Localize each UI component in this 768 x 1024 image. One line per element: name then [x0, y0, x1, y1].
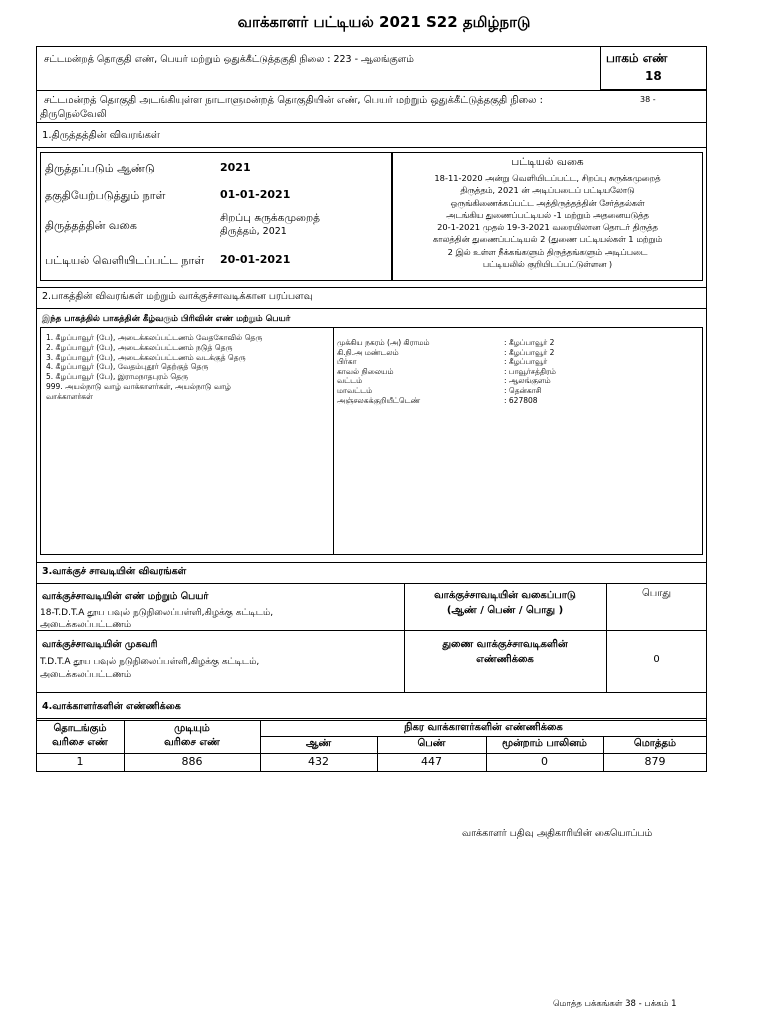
list-type-description — [392, 172, 703, 270]
list-type-line: 20-1-2021 முதல் 19-3-2021 வரையிலான தொடர் திருத்த — [437, 222, 658, 233]
auxiliary-stations-count: 0 — [653, 654, 660, 665]
end-serial-label-2: வரிசை எண் — [164, 737, 220, 748]
third-gender-count: 0 — [541, 755, 548, 768]
location-label: கி.நி.அ மண்டலம் — [337, 347, 399, 357]
location-row — [337, 338, 697, 348]
location-value: : கீழப்பாவூர் 2 — [504, 347, 555, 357]
revision-type-value-2: திருத்தம், 2021 — [220, 226, 287, 237]
part-number-value: 18 — [645, 69, 662, 83]
location-value: : தென்காசி — [504, 385, 542, 395]
publication-date-value: 20-01-2021 — [220, 253, 291, 266]
list-type-line: காலத்தின் துணைப்பட்டியல் 2 (துணை பட்டியல்கள் 1 மற்றும் — [432, 234, 663, 245]
list-type-line: திருத்தம், 2021 ன் அடிப்படைப் பட்டியலோடு — [460, 185, 635, 196]
publication-date-label: பட்டியல் வெளியிடப்பட்ட நாள் — [45, 254, 205, 267]
location-list — [337, 338, 697, 405]
auxiliary-stations-label-2: எண்ணிக்கை — [476, 654, 534, 665]
section-list-item: 4. கீழப்பாவூர் (பே), வேதம்புதூர் தெற்குத் தெரு — [46, 362, 209, 372]
start-serial-label-2: வரிசை எண் — [52, 737, 108, 748]
location-label: மாவட்டம் — [337, 385, 373, 395]
part-number-label: பாகம் எண் — [606, 51, 668, 65]
location-value: : பாவூர்சத்திரம் — [504, 366, 556, 376]
parliament-name: திருநெல்வேலி — [40, 109, 107, 120]
start-serial-value: 1 — [76, 755, 84, 768]
location-label: பிர்கா — [337, 357, 357, 367]
polling-station-address-label: வாக்குச்சாவடியின் முகவரி — [42, 639, 158, 650]
total-label: மொத்தம் — [633, 738, 677, 749]
end-serial-value: 886 — [181, 755, 203, 768]
female-count: 447 — [421, 755, 442, 768]
location-label: வட்டம் — [337, 376, 363, 386]
parliament-number: 38 - — [640, 95, 656, 104]
polling-station-address-line1: T.D.T.A தூய பவுல் நடுநிலைப்பள்ளி,கிழக்கு கட்டிடம், — [40, 657, 260, 667]
polling-station-type-value: பொது — [641, 588, 672, 599]
page-info: மொத்த பக்கங்கள் 38 - பக்கம் 1 — [553, 999, 677, 1009]
parliament-constituency: சட்டமன்றத் தொகுதி அடங்கியுள்ள நாடாளுமன்றத் தொகுதியின் எண், பெயர் மற்றும் ஒதுக்கீட்டுத்தகுதி நிலை : — [44, 95, 543, 106]
section-list-item: 3. கீழப்பாவூர் (பே), அடைக்கலப்பட்டணம் வடக்குத் தெரு — [46, 352, 246, 362]
section-list-item: 999. அயல்நாடு வாழ் வாக்காளர்கள், அயல்நாடு வாழ் — [46, 381, 231, 391]
page-title: வாக்காளர் பட்டியல் 2021 S22 தமிழ்நாடு — [237, 13, 531, 31]
location-value: : கீழப்பாவூர் — [504, 357, 548, 367]
location-row — [337, 396, 697, 406]
section-4-title: 4.வாக்காளர்களின் எண்ணிக்கை — [42, 701, 181, 712]
location-row — [337, 367, 697, 377]
assembly-constituency: சட்டமன்றத் தொகுதி எண், பெயர் மற்றும் ஒதுக்கீட்டுத்தகுதி நிலை : 223 - ஆலங்குளம் — [44, 54, 414, 65]
section-list-item: 5. கீழப்பாவூர் (பே), இராமநாதபுரம் தெரு — [46, 372, 189, 382]
revision-type-value: சிறப்பு சுருக்கமுறைத் — [220, 212, 320, 224]
polling-station-name-label: வாக்குச்சாவடியின் எண் மற்றும் பெயர் — [42, 591, 209, 602]
polling-station-name-line2: அடைக்கலப்பட்டணம் — [40, 620, 132, 630]
list-type-title: பட்டியல் வகை — [511, 156, 584, 168]
section-2-title: 2.பாகத்தின் விவரங்கள் மற்றும் வாக்குச்சாவடிக்கான பரப்பளவு — [42, 291, 313, 302]
polling-station-name-line1: 18-T.D.T.A தூய பவுல் நடுநிலைப்பள்ளி,கிழக்கு கட்டிடம், — [40, 608, 274, 618]
male-label: ஆண் — [305, 738, 332, 749]
location-label: முக்கிய நகரம் (அ) கிராமம் — [337, 338, 430, 347]
net-electors-label: நிகர வாக்காளர்களின் எண்ணிக்கை — [404, 722, 563, 733]
start-serial-label: தொடங்கும் — [53, 723, 107, 734]
revision-type-label: திருத்தத்தின் வகை — [45, 219, 137, 232]
qualifying-date-label: தகுதியேற்படுத்தும் நாள் — [45, 189, 166, 202]
section-list-item: 1. கீழப்பாவூர் (பே), அடைக்கலப்பட்டணம் வேதகோவில் தெரு — [46, 333, 263, 342]
location-row — [337, 357, 697, 367]
location-row — [337, 376, 697, 386]
third-gender-label: மூன்றாம் பாலினம் — [502, 738, 587, 749]
end-serial-label: முடியும் — [174, 723, 210, 734]
polling-station-type-options: (ஆண் / பெண் / பொது ) — [446, 605, 564, 616]
list-type-line: பட்டியலில் குறியிடப்பட்டுள்ளன ) — [482, 259, 613, 270]
list-type-line: 2 இல் உள்ள நீக்கங்களும் திருத்தங்களும் அடிப்படை — [447, 246, 648, 257]
section-list-item: வாக்காளர்கள் — [46, 391, 93, 401]
list-type-line: அடங்கிய துணைப்பட்டியல் -1 மற்றும் அதனையடுத்த — [446, 209, 649, 220]
section-list-item: 2. கீழப்பாவூர் (பே), அடைக்கலப்பட்டணம் நடுத் தெரு — [46, 342, 233, 352]
location-value: : ஆலங்குளம் — [504, 376, 551, 386]
location-label: காவல் நிலையம் — [337, 366, 394, 376]
male-count: 432 — [308, 755, 329, 768]
sections-subtitle: இந்த பாகத்தில் பாகத்தின் கீழ்வரும் பிரிவின் எண் மற்றும் பெயர் — [42, 314, 291, 324]
auxiliary-stations-label: துணை வாக்குச்சாவடிகளின் — [442, 639, 568, 650]
location-value: : 627808 — [504, 395, 538, 405]
section-3-title: 3.வாக்குச் சாவடியின் விவரங்கள் — [42, 566, 187, 577]
location-row — [337, 386, 697, 396]
polling-station-type-label: வாக்குச்சாவடியின் வகைப்பாடு — [434, 590, 576, 601]
signature-label: வாக்காளர் பதிவு அதிகாரியின் கையொப்பம் — [462, 828, 653, 839]
total-count: 879 — [644, 755, 666, 768]
location-row — [337, 348, 697, 358]
female-label: பெண் — [417, 738, 446, 749]
section-1-title: 1.திருத்தத்தின் விவரங்கள் — [42, 130, 160, 141]
list-type-line: 18-11-2020 அன்று வெளியிடப்பட்ட, சிறப்பு சுருக்கமுறைத் — [434, 173, 661, 183]
polling-station-address-line2: அடைக்கலப்பட்டணம் — [40, 670, 132, 680]
sections-list — [46, 333, 331, 402]
location-label: அஞ்சலகக்குறியீட்டெண் — [337, 395, 421, 405]
location-value: : கீழப்பாவூர் 2 — [504, 338, 555, 347]
revision-year-label: திருத்தப்படும் ஆண்டு — [45, 162, 155, 175]
revision-year-value: 2021 — [220, 161, 251, 174]
qualifying-date-value: 01-01-2021 — [220, 188, 291, 201]
list-type-line: ஒருங்கிணைக்கப்பட்ட அத்திருத்தத்தின் சேர்த்தல்கள் — [450, 197, 645, 208]
